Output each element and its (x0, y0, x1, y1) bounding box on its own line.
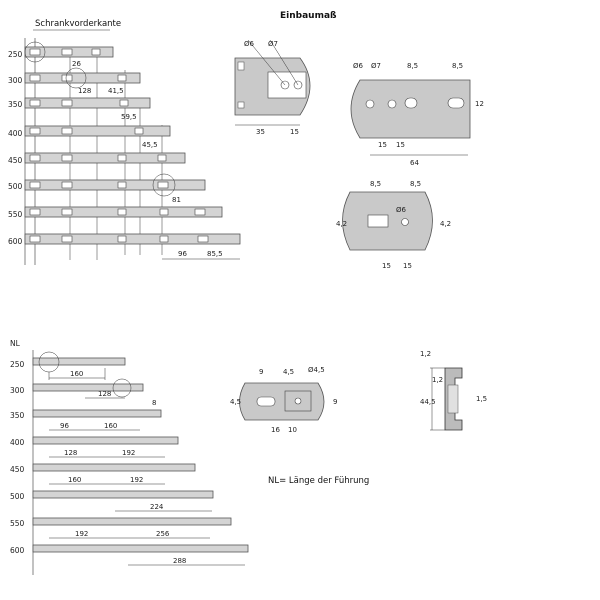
bottom-dim-8: 8 (152, 399, 157, 407)
profile-dim-1-2b: 1,2 (432, 376, 444, 384)
plate-d-dim-16: 16 (271, 426, 280, 434)
bottom-rail-500 (33, 491, 213, 498)
top-length-600: 600 (8, 237, 23, 246)
bottom-rail-group (10, 339, 248, 575)
bottom-length-450: 450 (10, 465, 25, 474)
bottom-length-400: 400 (10, 438, 25, 447)
plate-b-dim-8-5a: 8,5 (407, 62, 419, 70)
nl-caption: NL= Länge der Führung (268, 476, 370, 486)
top-length-350: 350 (8, 100, 23, 109)
dim-96: 96 (178, 250, 187, 258)
dim-59-5: 59,5 (121, 113, 137, 121)
plate-c-dim-4-2b: 4,2 (440, 220, 452, 228)
bottom-length-350: 350 (10, 411, 25, 420)
bottom-length-500: 500 (10, 492, 25, 501)
bottom-dim-192a: 192 (122, 449, 136, 457)
plate-b-phi7: Ø7 (371, 62, 381, 70)
detail-plate-b (351, 62, 484, 167)
dim-41-5: 41,5 (108, 87, 124, 95)
bottom-rail-250 (33, 358, 125, 365)
top-length-400: 400 (8, 129, 23, 138)
bottom-dim-128: 128 (98, 390, 112, 398)
dim-45-5: 45,5 (142, 141, 158, 149)
plate-b-dim-12: 12 (475, 100, 484, 108)
bottom-dim-288: 288 (173, 557, 187, 565)
bottom-dim-160b: 160 (104, 422, 118, 430)
plate-b-dim-15a: 15 (378, 141, 387, 149)
top-length-500: 500 (8, 182, 23, 191)
top-length-450: 450 (8, 156, 23, 165)
profile-dim-44-5: 44,5 (420, 398, 436, 406)
plate-c-dim-8-5b: 8,5 (410, 180, 422, 188)
dim-81: 81 (172, 196, 181, 204)
bottom-dim-192b: 192 (130, 476, 144, 484)
plate-c-dim-8-5a: 8,5 (370, 180, 382, 188)
plate-d-dim-9b: 9 (333, 398, 338, 406)
top-length-550: 550 (8, 210, 23, 219)
plate-d-dim-4-5b: 4,5 (230, 398, 242, 406)
detail-plate-c (336, 180, 451, 270)
plate-c-dim-15a: 15 (382, 262, 391, 270)
top-rail-group (8, 38, 240, 265)
bottom-dim-128b: 128 (64, 449, 78, 457)
bottom-rail-450 (33, 464, 195, 471)
front-edge-label: Schrankvorderkante (35, 19, 122, 29)
plate-d-dim-9: 9 (259, 368, 264, 376)
top-rail-500 (25, 180, 205, 190)
plate-d-phi4-5: Ø4,5 (308, 366, 325, 374)
plate-d-dim-10: 10 (288, 426, 297, 434)
bottom-length-250: 250 (10, 360, 25, 369)
bottom-dim-160c: 160 (68, 476, 82, 484)
rail-profile (420, 350, 487, 430)
plate-a-dim-35: 35 (256, 128, 265, 136)
top-length-300: 300 (8, 76, 23, 85)
profile-dim-1-2a: 1,2 (420, 350, 432, 358)
bottom-rail-600 (33, 545, 248, 552)
bottom-length-550: 550 (10, 519, 25, 528)
plate-b-dim-15b: 15 (396, 141, 405, 149)
plate-a-dim-15: 15 (290, 128, 299, 136)
bottom-dim-160a: 160 (70, 370, 84, 378)
bottom-length-600: 600 (10, 546, 25, 555)
top-rail-400 (25, 126, 170, 136)
dim-26: 26 (72, 60, 81, 68)
detail-plate-d (230, 366, 337, 434)
bottom-length-300: 300 (10, 386, 25, 395)
detail-plate-a (235, 40, 310, 136)
bottom-rail-350 (33, 410, 161, 417)
bottom-dim-96: 96 (60, 422, 69, 430)
plate-a-phi7: Ø7 (268, 40, 278, 48)
bottom-rail-400 (33, 437, 178, 444)
nl-header: NL (10, 339, 20, 348)
drawing-title: Einbaumaß (280, 11, 337, 21)
bottom-rail-550 (33, 518, 231, 525)
bottom-rail-300 (33, 384, 143, 391)
top-length-250: 250 (8, 50, 23, 59)
plate-b-dim-64: 64 (410, 159, 419, 167)
plate-c-phi6: Ø6 (396, 206, 406, 214)
plate-c-dim-4-2a: 4,2 (336, 220, 348, 228)
dim-128: 128 (78, 87, 92, 95)
plate-d-dim-4-5a: 4,5 (283, 368, 295, 376)
plate-a-phi6: Ø6 (244, 40, 254, 48)
plate-b-dim-8-5b: 8,5 (452, 62, 464, 70)
plate-d-body (240, 383, 325, 420)
dim-85-5: 85,5 (207, 250, 223, 258)
bottom-dim-224: 224 (150, 503, 164, 511)
plate-b-phi6: Ø6 (353, 62, 363, 70)
bottom-dim-192c: 192 (75, 530, 89, 538)
bottom-dim-256: 256 (156, 530, 170, 538)
profile-dim-1-5: 1,5 (476, 395, 488, 403)
plate-c-dim-15b: 15 (403, 262, 412, 270)
top-rail-350 (25, 98, 150, 108)
plate-b-body (351, 80, 470, 138)
